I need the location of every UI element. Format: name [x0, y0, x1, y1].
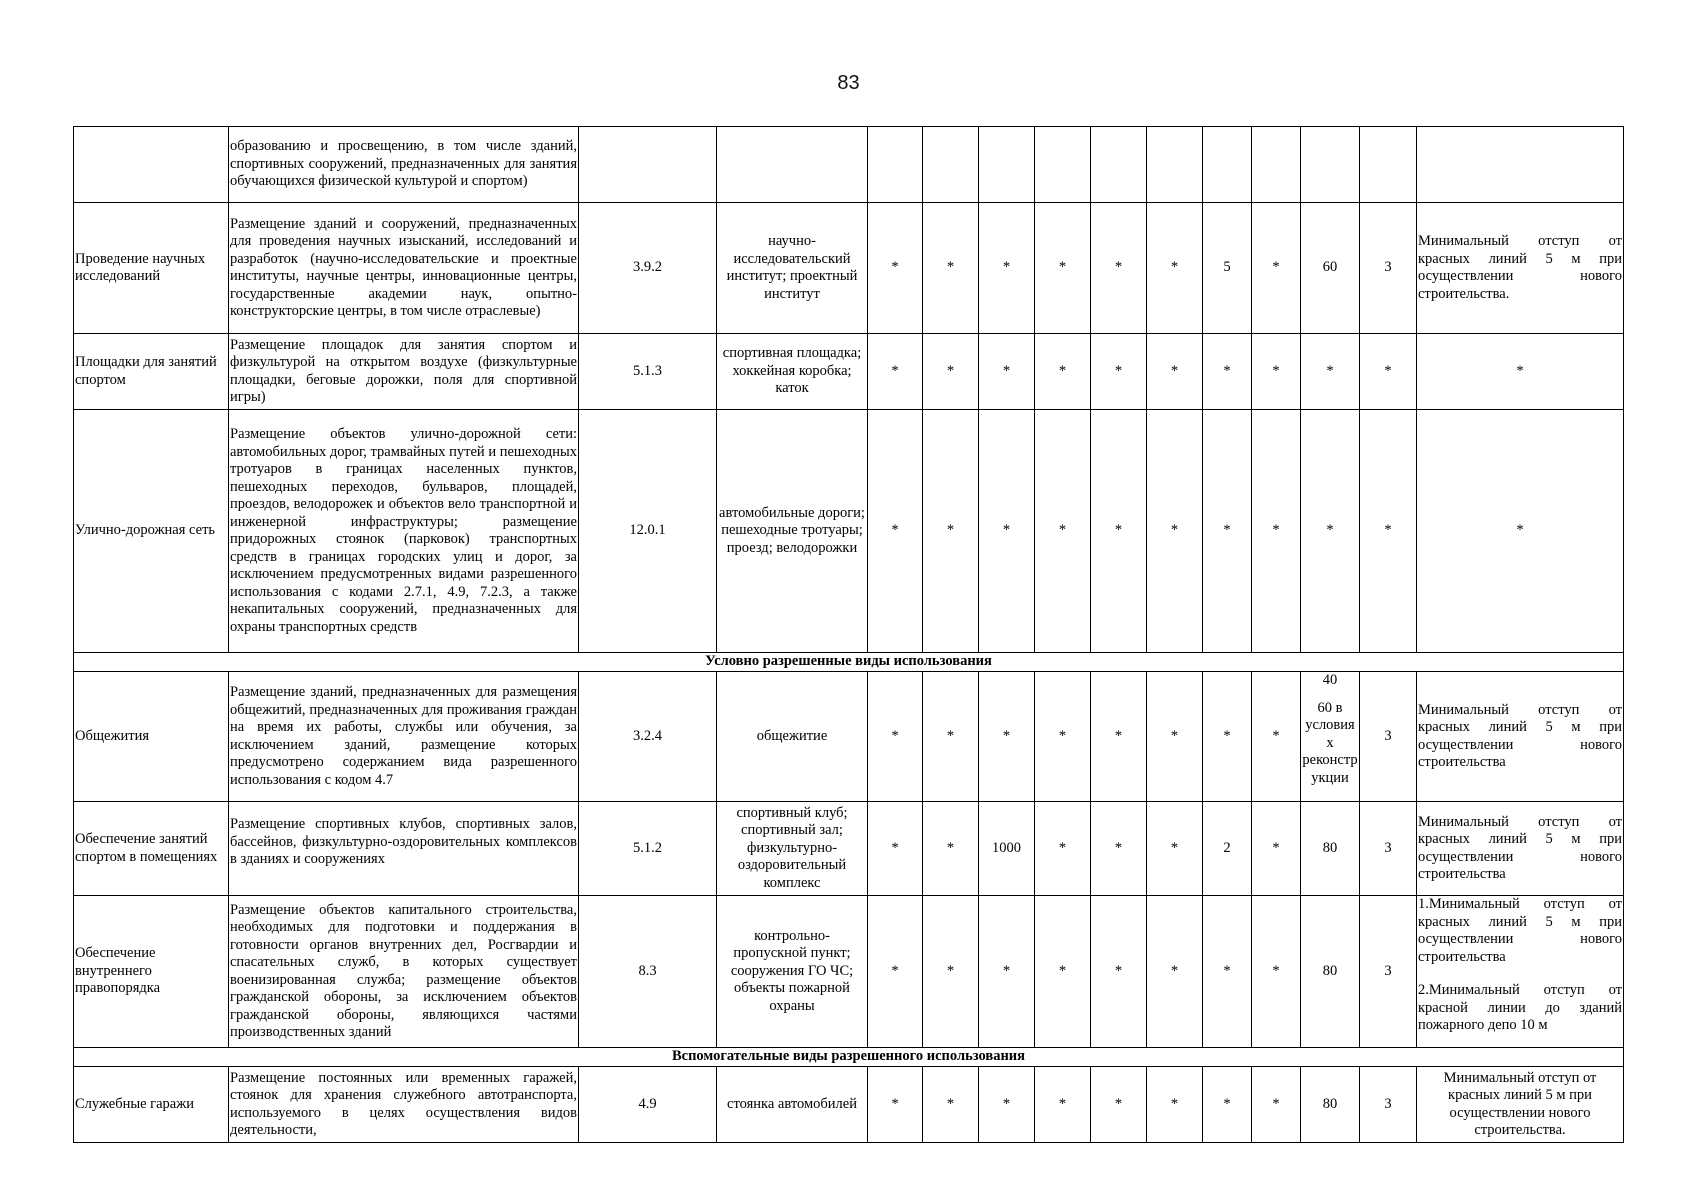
param-cell: 60 [1301, 203, 1360, 334]
param-cell: * [923, 896, 979, 1048]
param-cell: * [868, 334, 923, 410]
use-code: 8.3 [579, 896, 717, 1048]
param-cell: * [979, 1067, 1035, 1143]
param-cell: * [1252, 1067, 1301, 1143]
param-cell: * [979, 896, 1035, 1048]
table-row [74, 127, 1624, 203]
use-objects: научно-исследовательский институт; проектный институт [717, 203, 868, 334]
table-row [74, 802, 1624, 896]
use-description: Размещение объектов улично-дорожной сети: автомобильных дорог, трамвайных путей и пешеходных тротуаров в границах населенных пунктов, пешеходных переходов, бульваров, площадей, проездов, велодорожек и объектов вело транспортной и инженерной инфраструктуры; размещение придорожных стоянок (парковок) транспортных средств в границах городских улиц и дорог, за исключением предусмотренных видами разрешенного использования с кодами 2.7.1, 4.9, 7.2.3, а также некапитальных сооружений, предназначенных для охраны транспортных средств [229, 410, 579, 653]
param-cell: 1000 [979, 802, 1035, 896]
use-name [74, 127, 229, 203]
param-cell: * [868, 410, 923, 653]
use-note-2: 2.Минимальный отступ от красной линии до зданий пожарного депо 10 м [1418, 982, 1622, 1033]
param-cell: * [868, 802, 923, 896]
coverage-reconstruction: 60 в условиях реконструкции [1302, 699, 1358, 786]
use-description: Размещение объектов капитального строительства, необходимых для подготовки и поддержания в готовности органов внутренних дел, Росгвардии и спасательных служб, в которых существует военизированная служба; размещение объектов гражданской обороны, за исключением объектов гражданской обороны, являющихся частями производственных зданий [229, 896, 579, 1048]
use-description: Размещение спортивных клубов, спортивных залов, бассейнов, физкультурно-оздоровительных комплексов в зданиях и сооружениях [229, 802, 579, 896]
param-cell: * [979, 334, 1035, 410]
param-cell: * [979, 410, 1035, 653]
param-cell: * [1203, 410, 1252, 653]
use-code: 3.9.2 [579, 203, 717, 334]
param-cell: 3 [1360, 1067, 1417, 1143]
page-number: 83 [837, 72, 860, 94]
param-cell: 80 [1301, 1067, 1360, 1143]
param-cell: * [1252, 334, 1301, 410]
param-cell: * [868, 896, 923, 1048]
use-objects: спортивная площадка; хоккейная коробка; каток [717, 334, 868, 410]
param-cell: 2 [1203, 802, 1252, 896]
use-name: Улично-дорожная сеть [74, 410, 229, 653]
land-use-table [73, 126, 1624, 1143]
param-cell: * [1301, 410, 1360, 653]
use-note: 1.Минимальный отступ от красных линий 5 м при осуществлении нового строительства [1418, 896, 1622, 965]
use-name: Обеспечение занятий спортом в помещениях [74, 802, 229, 896]
param-cell [1035, 127, 1091, 203]
param-cell: * [923, 203, 979, 334]
param-cell [1147, 127, 1203, 203]
param-cell [1360, 127, 1417, 203]
param-cell: * [868, 672, 923, 802]
param-cell: * [1203, 672, 1252, 802]
param-cell: 3 [1360, 802, 1417, 896]
param-cell: * [1203, 334, 1252, 410]
table-row [74, 334, 1624, 410]
section-title: Условно разрешенные виды использования [74, 653, 1624, 672]
param-cell: * [1091, 334, 1147, 410]
param-cell: * [1091, 802, 1147, 896]
section-title: Вспомогательные виды разрешенного использования [74, 1048, 1624, 1067]
use-note: * [1417, 334, 1624, 410]
section-row [74, 653, 1624, 672]
param-cell: 80 [1301, 896, 1360, 1048]
coverage-value: 40 [1322, 672, 1338, 688]
param-cell: * [1252, 410, 1301, 653]
param-cell: 3 [1360, 672, 1417, 802]
param-cell: * [1360, 334, 1417, 410]
use-name: Общежития [74, 672, 229, 802]
use-code: 4.9 [579, 1067, 717, 1143]
param-cell: * [1035, 1067, 1091, 1143]
use-note: Минимальный отступ от красных линий 5 м при осуществлении нового строительства [1417, 802, 1624, 896]
use-note [1417, 127, 1624, 203]
param-cell: * [1091, 1067, 1147, 1143]
param-cell: * [1147, 802, 1203, 896]
use-code: 5.1.2 [579, 802, 717, 896]
param-cell: * [1252, 896, 1301, 1048]
param-cell: * [923, 802, 979, 896]
use-objects: стоянка автомобилей [717, 1067, 868, 1143]
use-description: Размещение постоянных или временных гаражей, стоянок для хранения служебного автотранспорта, используемого в целях осуществления видов деятельности, [229, 1067, 579, 1143]
use-objects: автомобильные дороги; пешеходные тротуары; проезд; велодорожки [717, 410, 868, 653]
param-cell: * [1091, 410, 1147, 653]
table-row [74, 410, 1624, 653]
param-cell: * [1203, 1067, 1252, 1143]
param-cell: * [1091, 896, 1147, 1048]
param-cell: * [1035, 896, 1091, 1048]
param-cell: * [1035, 672, 1091, 802]
table-row [74, 1067, 1624, 1143]
use-name: Служебные гаражи [74, 1067, 229, 1143]
param-cell: * [1147, 410, 1203, 653]
param-cell: * [1035, 203, 1091, 334]
param-cell: * [1301, 334, 1360, 410]
use-name: Обеспечение внутреннего правопорядка [74, 896, 229, 1048]
param-cell: * [1147, 203, 1203, 334]
use-description: Размещение площадок для занятия спортом и физкультурой на открытом воздухе (физкультурные площадки, беговые дорожки, поля для спортивной игры) [229, 334, 579, 410]
param-cell: * [1091, 203, 1147, 334]
param-cell: * [1035, 802, 1091, 896]
table-row [74, 203, 1624, 334]
use-objects [717, 127, 868, 203]
param-cell: 3 [1360, 896, 1417, 1048]
table-row [74, 672, 1624, 802]
param-cell: * [868, 1067, 923, 1143]
param-cell [1091, 127, 1147, 203]
param-cell: * [923, 334, 979, 410]
param-cell: * [1252, 672, 1301, 802]
use-description: Размещение зданий, предназначенных для размещения общежитий, предназначенных для проживания граждан на время их работы, службы или обучения, за исключением зданий, размещение которых предусмотрено содержанием вида разрешенного использования с кодом 4.7 [229, 672, 579, 802]
param-cell [1301, 127, 1360, 203]
use-note: * [1417, 410, 1624, 653]
param-cell: * [1360, 410, 1417, 653]
param-cell: * [1252, 203, 1301, 334]
param-cell: * [923, 410, 979, 653]
param-cell [923, 127, 979, 203]
param-cell: * [1252, 802, 1301, 896]
use-name: Проведение научных исследований [74, 203, 229, 334]
param-cell: * [923, 1067, 979, 1143]
coverage-cell [1301, 672, 1360, 802]
param-cell: 3 [1360, 203, 1417, 334]
use-code: 3.2.4 [579, 672, 717, 802]
use-code [579, 127, 717, 203]
use-note-cell [1417, 896, 1624, 1048]
use-note: Минимальный отступ от красных линий 5 м при осуществлении нового строительства [1417, 672, 1624, 802]
param-cell: * [1091, 672, 1147, 802]
param-cell: * [1035, 410, 1091, 653]
use-code: 12.0.1 [579, 410, 717, 653]
param-cell: 80 [1301, 802, 1360, 896]
use-description: Размещение зданий и сооружений, предназначенных для проведения научных изысканий, исследований и разработок (научно-исследовательские и проектные институты, научные центры, инновационные центры, государственные академии наук, опытно-конструкторские центры, в том числе отраслевые) [229, 203, 579, 334]
param-cell: * [979, 203, 1035, 334]
param-cell: * [979, 672, 1035, 802]
table-row [74, 896, 1624, 1048]
param-cell: * [1147, 672, 1203, 802]
param-cell [979, 127, 1035, 203]
param-cell [1203, 127, 1252, 203]
section-row [74, 1048, 1624, 1067]
param-cell: 5 [1203, 203, 1252, 334]
use-objects: контрольно-пропускной пункт; сооружения ГО ЧС; объекты пожарной охраны [717, 896, 868, 1048]
param-cell: * [1147, 896, 1203, 1048]
param-cell: * [1147, 1067, 1203, 1143]
use-name: Площадки для занятий спортом [74, 334, 229, 410]
use-code: 5.1.3 [579, 334, 717, 410]
use-description: образованию и просвещению, в том числе зданий, спортивных сооружений, предназначенных для занятия обучающихся физической культурой и спортом) [229, 127, 579, 203]
param-cell: * [1203, 896, 1252, 1048]
param-cell [1252, 127, 1301, 203]
use-objects: общежитие [717, 672, 868, 802]
use-note: Минимальный отступ от красных линий 5 м при осуществлении нового строительства. [1417, 203, 1624, 334]
param-cell: * [1147, 334, 1203, 410]
use-objects: спортивный клуб; спортивный зал; физкультурно-оздоровительный комплекс [717, 802, 868, 896]
param-cell: * [1035, 334, 1091, 410]
param-cell: * [868, 203, 923, 334]
use-note: Минимальный отступ от красных линий 5 м при осуществлении нового строительства. [1417, 1067, 1624, 1143]
param-cell: * [923, 672, 979, 802]
param-cell [868, 127, 923, 203]
